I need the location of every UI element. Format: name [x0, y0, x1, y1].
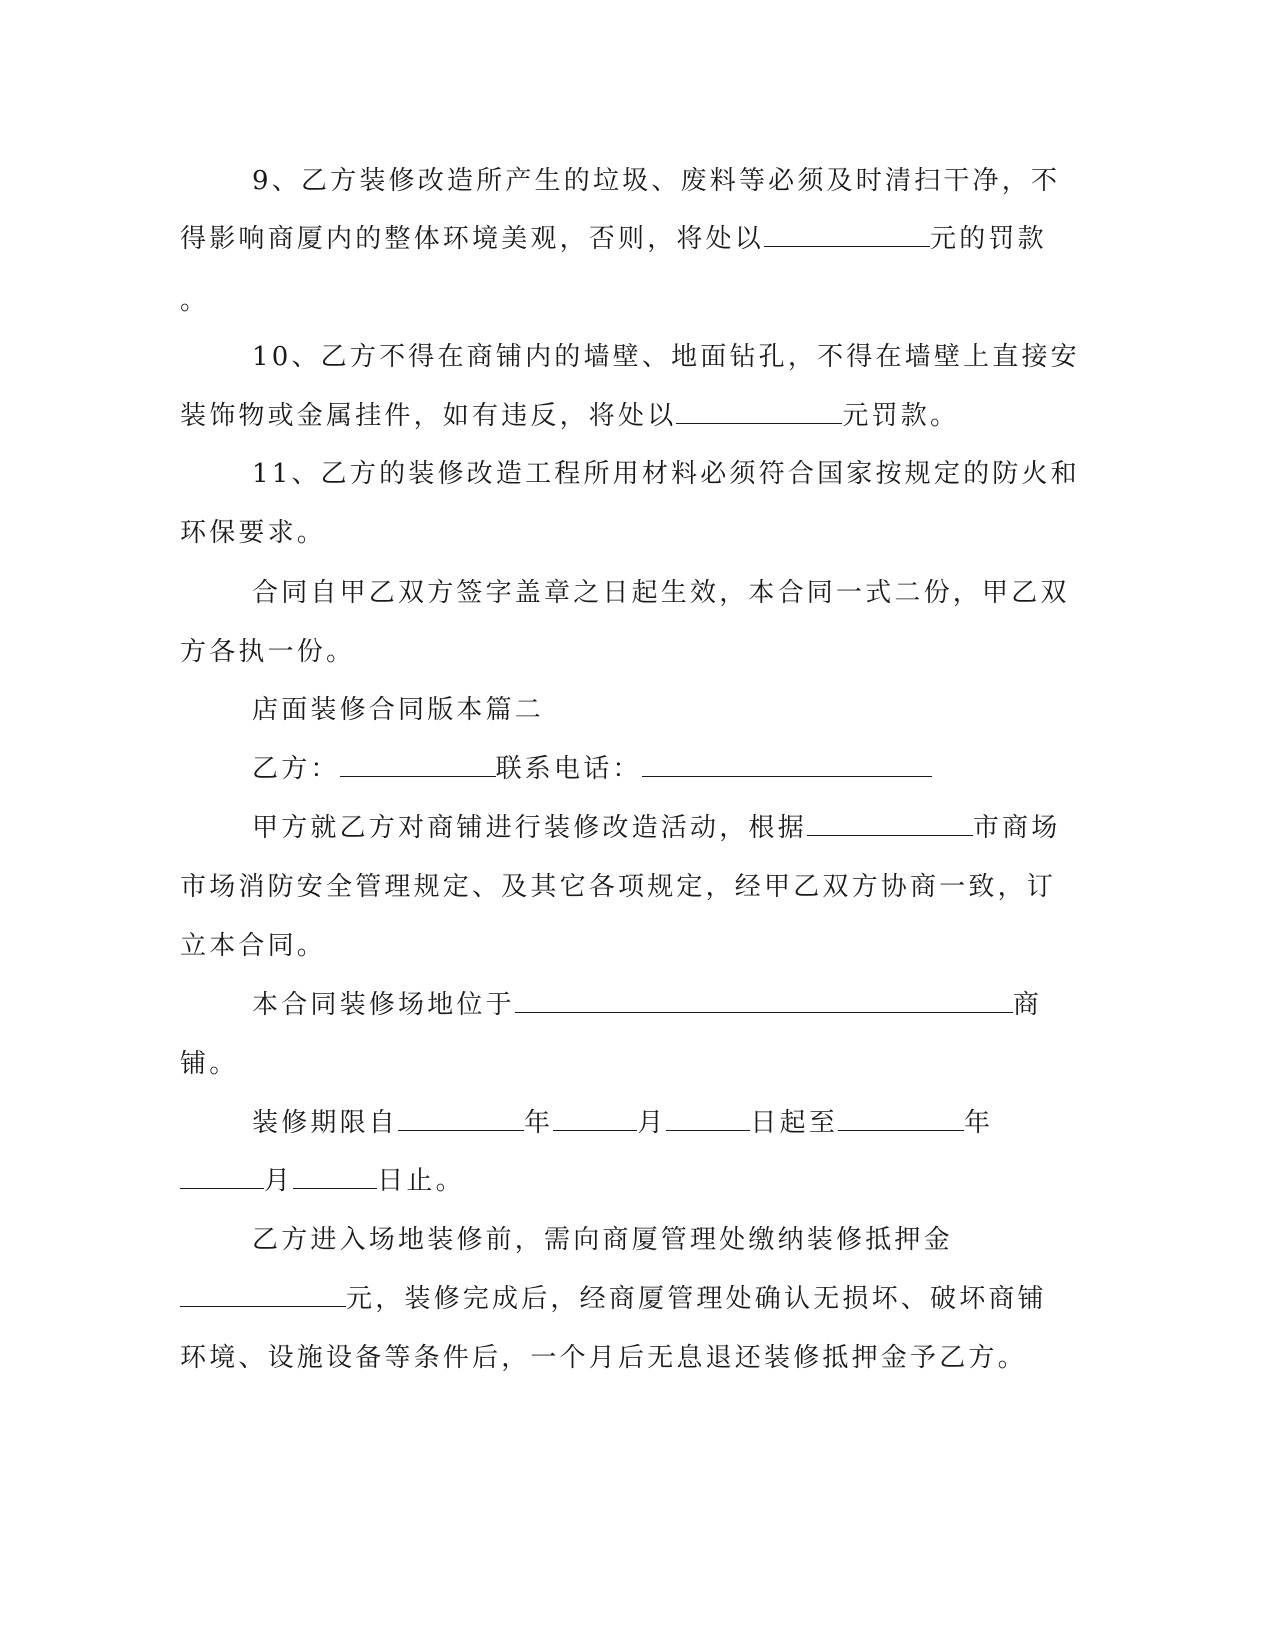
clause-9-line-2: 得影响商厦内的整体环境美观，否则，将处以 元的罚款	[180, 224, 1047, 254]
party-b-contact-line: 乙方： 联系电话：	[252, 752, 932, 786]
location-line-1: 本合同装修场地位于 商	[252, 990, 1043, 1020]
phone-number-blank[interactable]	[642, 752, 932, 777]
start-year-blank[interactable]	[398, 1106, 524, 1131]
clause-basis-line-1: 甲方就乙方对商铺进行装修改造活动，根据 市商场	[252, 813, 1061, 843]
deposit-line-1: 乙方进入场地装修前，需向商厦管理处缴纳装修抵押金	[252, 1225, 953, 1255]
clause-11-line-2: 环保要求。	[180, 518, 327, 548]
drilling-fine-blank[interactable]	[676, 399, 842, 424]
section-title: 店面装修合同版本篇二	[252, 695, 545, 725]
location-line-2: 铺。	[180, 1049, 239, 1079]
deposit-amount-blank[interactable]	[180, 1282, 346, 1307]
deposit-line-3: 环境、设施设备等条件后，一个月后无息退还装修抵押金予乙方。	[180, 1343, 1027, 1373]
clause-basis-line-2: 市场消防安全管理规定、及其它各项规定，经甲乙双方协商一致，订	[180, 872, 1057, 902]
effective-clause-line-2: 方各执一份。	[180, 637, 356, 667]
city-name-blank[interactable]	[807, 811, 973, 836]
clause-basis-line-3: 立本合同。	[180, 931, 327, 961]
end-day-blank[interactable]	[293, 1164, 377, 1189]
fine-amount-blank[interactable]	[764, 222, 930, 247]
clause-11-line-1: 11、乙方的装修改造工程所用材料必须符合国家按规定的防火和	[252, 459, 1080, 489]
clause-10-line-1: 10、乙方不得在商铺内的墙壁、地面钻孔，不得在墙壁上直接安	[252, 342, 1080, 372]
period-line-2: 月 日止。	[180, 1164, 465, 1198]
start-month-blank[interactable]	[553, 1106, 637, 1131]
start-day-blank[interactable]	[666, 1106, 750, 1131]
end-month-blank[interactable]	[180, 1164, 264, 1189]
effective-clause-line-1: 合同自甲乙双方签字盖章之日起生效，本合同一式二份，甲乙双	[252, 578, 1070, 608]
end-year-blank[interactable]	[838, 1106, 964, 1131]
deposit-line-2: 元，装修完成后，经商厦管理处确认无损坏、破坏商铺	[180, 1282, 1047, 1316]
clause-9-line-3: 。	[180, 286, 210, 316]
clause-9-line-1: 9、乙方装修改造所产生的垃圾、废料等必须及时清扫干净，不	[252, 166, 1061, 196]
party-b-name-blank[interactable]	[340, 752, 496, 777]
location-blank[interactable]	[515, 988, 1013, 1013]
clause-10-line-2: 装饰物或金属挂件，如有违反，将处以 元罚款。	[180, 401, 960, 431]
period-line-1: 装修期限自 年 月 日起至 年	[252, 1108, 994, 1138]
